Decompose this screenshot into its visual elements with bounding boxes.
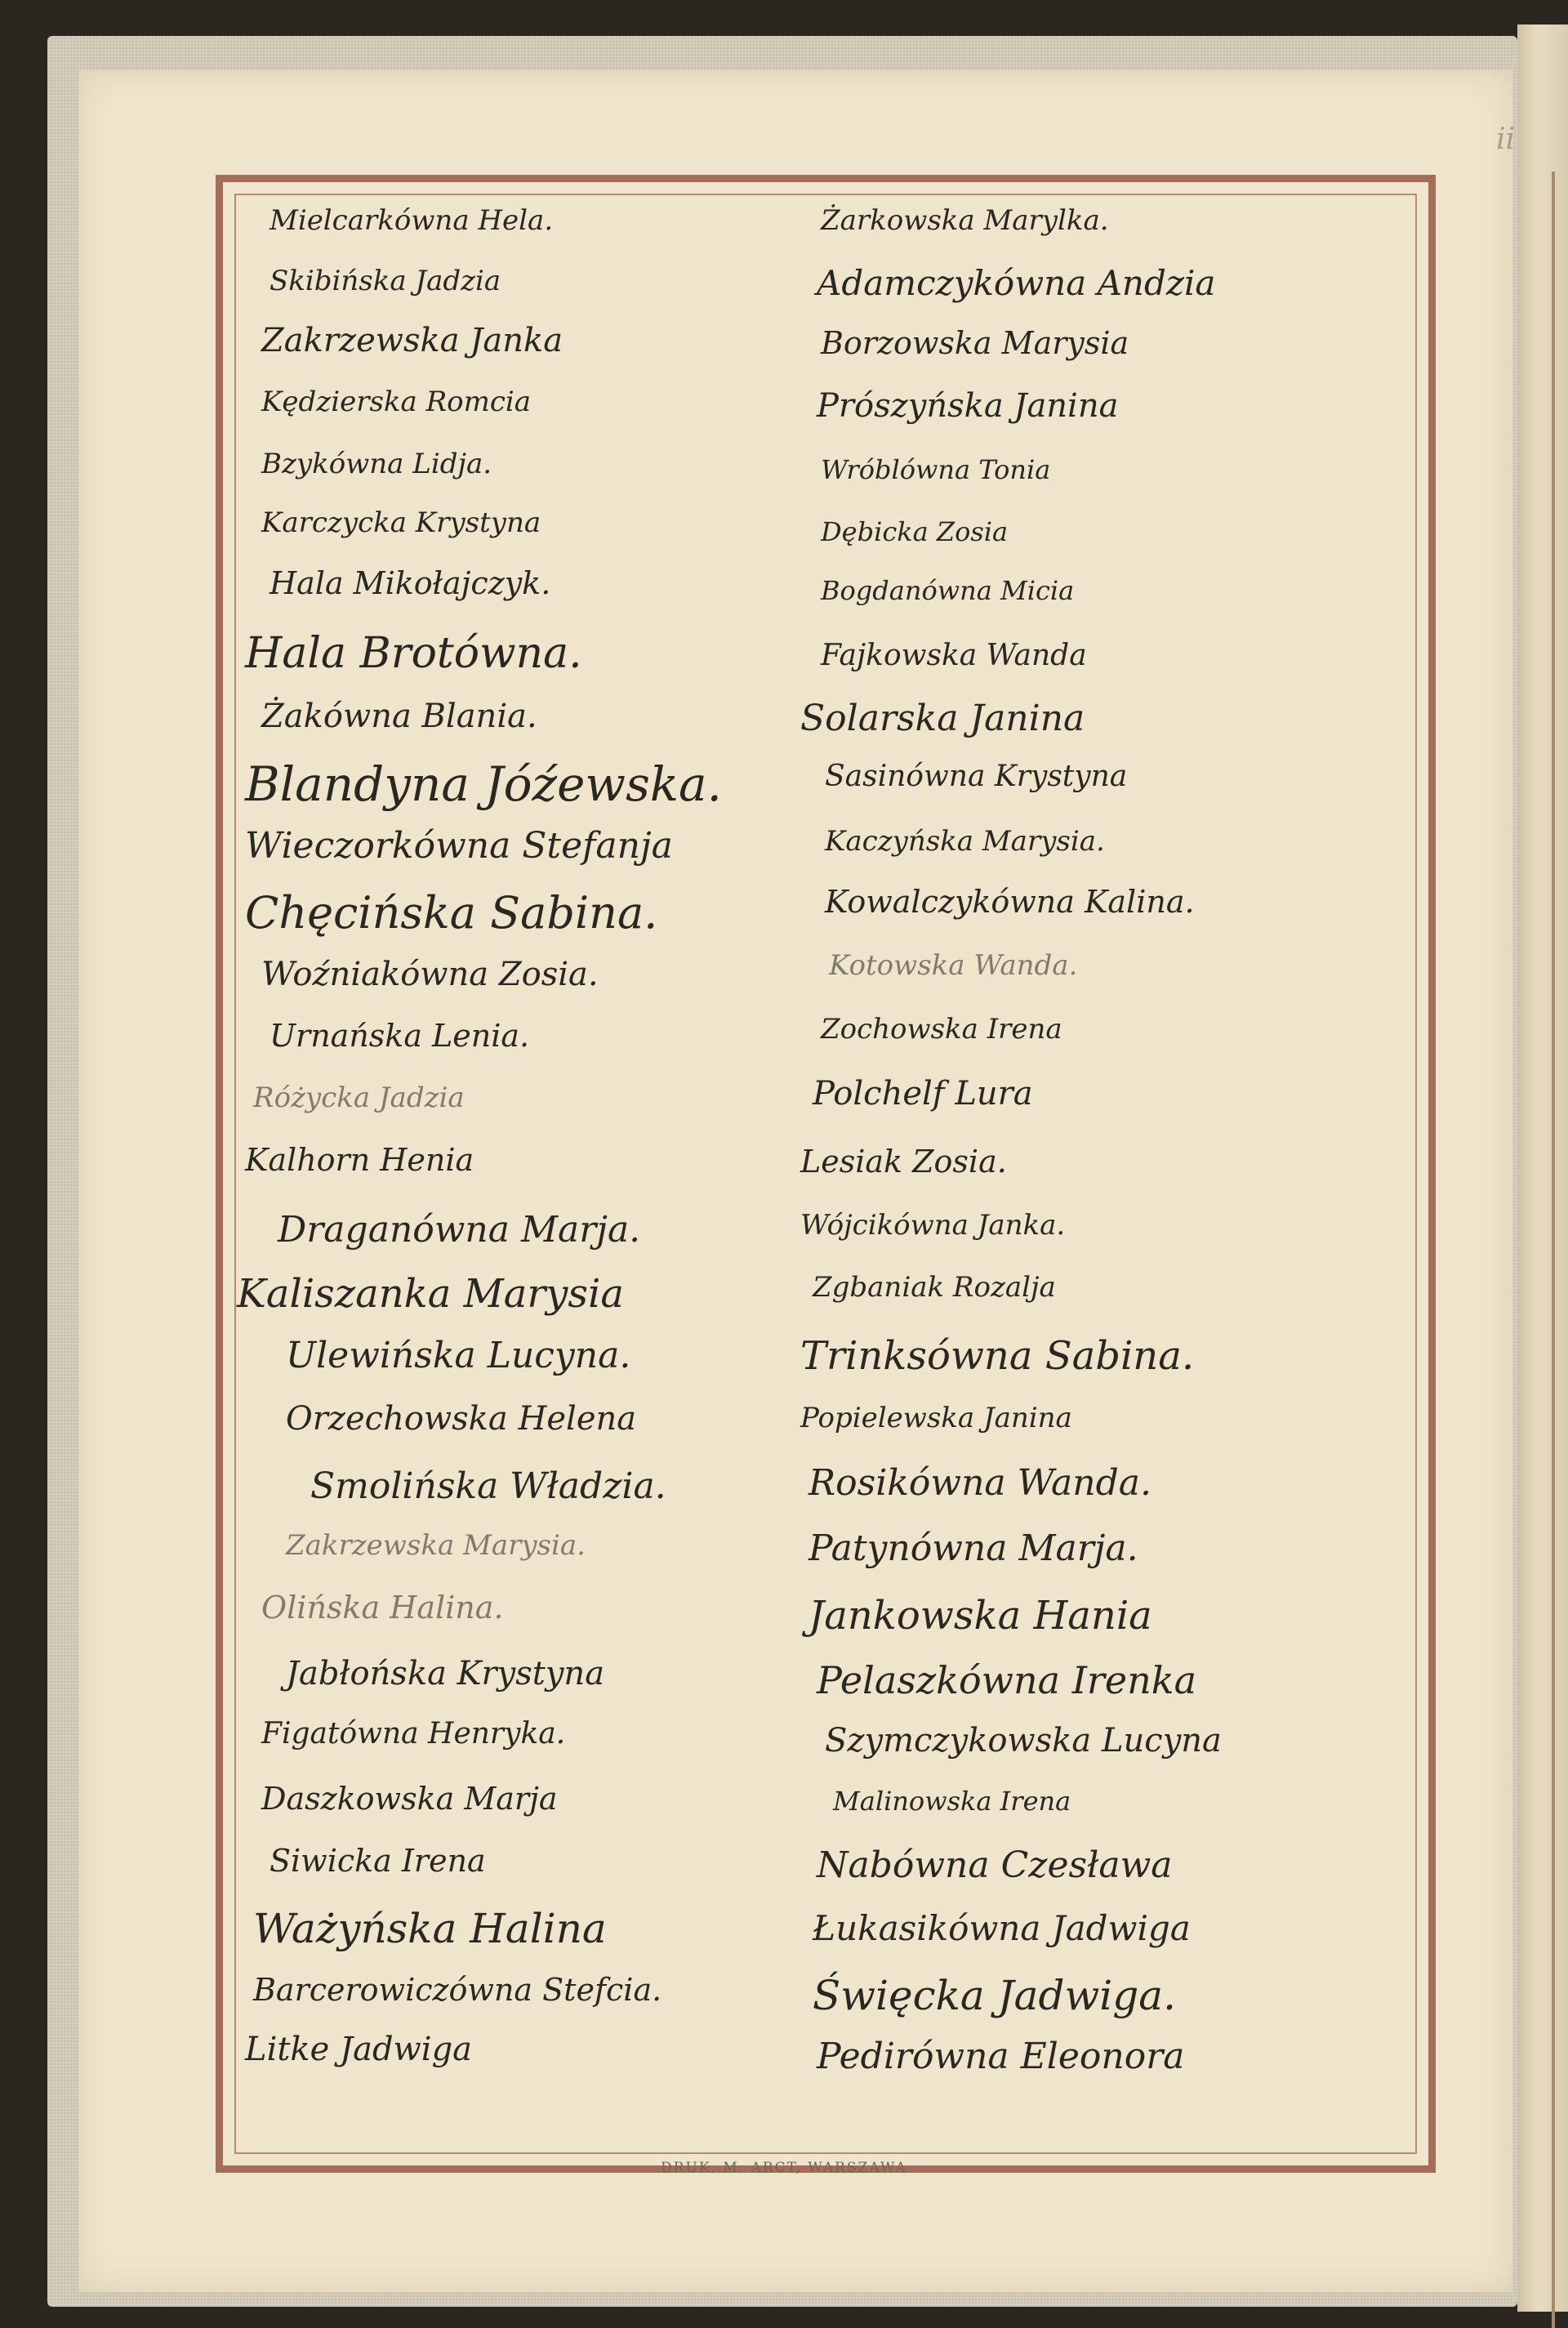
signature-entry: Kowalczykówna Kalina.	[825, 884, 1195, 920]
signature-entry: Urnańska Lenia.	[270, 1018, 530, 1054]
signature-entry: Święcka Jadwiga.	[813, 1972, 1176, 2019]
signature-entry: Żakówna Blania.	[261, 698, 537, 735]
signature-entry: Siwicka Irena	[270, 1843, 486, 1879]
signature-entry: Kaliszanka Marysia	[237, 1271, 625, 1317]
signature-entry: Lesiak Zosia.	[800, 1144, 1007, 1180]
signature-entry: Bzykówna Lidja.	[261, 448, 492, 480]
signature-entry: Jankowska Hania	[808, 1593, 1152, 1639]
signature-entry: Karczycka Krystyna	[261, 506, 541, 539]
signature-entry: Wieczorkówna Stefanja	[245, 825, 673, 867]
adjacent-page-frame	[1552, 172, 1568, 2328]
signature-entry: Żarkowska Marylka.	[821, 204, 1109, 237]
signature-entry: Daszkowska Marja	[261, 1781, 558, 1817]
signature-entry: Malinowska Irena	[833, 1786, 1071, 1817]
signature-entry: Mielcarkówna Hela.	[270, 204, 554, 237]
signature-entry: Kędzierska Romcia	[261, 386, 532, 418]
signature-entry: Dębicka Zosia	[821, 516, 1009, 547]
signature-entry: Jabłońska Krystyna	[286, 1655, 605, 1692]
signature-entry: Draganówna Marja.	[278, 1209, 641, 1251]
signature-entry: Borzowska Marysia	[821, 325, 1129, 361]
signature-entry: Orzechowska Helena	[286, 1400, 637, 1438]
signature-entry: Olińska Halina.	[261, 1590, 504, 1626]
signature-entry: Zgbaniak Rozalja	[813, 1271, 1056, 1304]
printer-imprint: DRUK. M. ARCT, WARSZAWA	[661, 2160, 907, 2176]
signature-entry: Wójcikówna Janka.	[800, 1209, 1066, 1242]
signature-entry: Sasinówna Krystyna	[825, 760, 1128, 793]
signature-entry: Skibińska Jadzia	[270, 265, 501, 297]
signature-entry: Woźniakówna Zosia.	[261, 956, 599, 993]
page-margin-mark: ii	[1496, 123, 1516, 156]
signature-entry: Kalhorn Henia	[245, 1142, 474, 1178]
signature-entry: Zakrzewska Marysia.	[286, 1529, 586, 1562]
signature-entry: Fajkowska Wanda	[821, 639, 1087, 672]
signature-entry: Kotowska Wanda.	[829, 949, 1078, 982]
signature-entry: Ważyńska Halina	[253, 1905, 607, 1952]
signature-entry: Różycka Jadzia	[253, 1081, 465, 1114]
signature-entry: Popielewska Janina	[800, 1402, 1072, 1434]
signature-entry: Blandyna Jóźewska.	[245, 756, 722, 812]
signature-entry: Nabówna Czesława	[817, 1844, 1173, 1886]
signature-entry: Patynówna Marja.	[808, 1527, 1138, 1569]
signature-entry: Adamczykówna Andzia	[817, 263, 1216, 303]
signature-entry: Łukasikówna Jadwiga	[813, 1908, 1191, 1948]
signature-entry: Kaczyńska Marysia.	[825, 825, 1105, 858]
signature-entry: Hala Mikołajczyk.	[270, 565, 551, 601]
signature-entry: Szymczykowska Lucyna	[825, 1722, 1222, 1759]
signature-entry: Bogdanówna Micia	[821, 575, 1075, 606]
signature-entry: Figatówna Henryka.	[261, 1717, 566, 1750]
signature-entry: Prószyńska Janina	[817, 387, 1119, 425]
signature-entry: Hala Brotówna.	[245, 629, 582, 678]
signature-entry: Smolińska Władzia.	[310, 1465, 666, 1507]
signature-entry: Zakrzewska Janka	[261, 322, 564, 359]
signature-entry: Rosikówna Wanda.	[808, 1462, 1152, 1504]
signature-entry: Zochowska Irena	[821, 1013, 1062, 1046]
signature-entry: Ulewińska Lucyna.	[286, 1335, 631, 1376]
signature-entry: Pelaszkówna Irenka	[817, 1658, 1197, 1702]
signature-entry: Polchelf Lura	[813, 1075, 1033, 1113]
signature-entry: Wróblówna Tonia	[821, 454, 1051, 485]
signature-entry: Pedirówna Eleonora	[817, 2036, 1185, 2077]
signature-entry: Trinksówna Sabina.	[800, 1333, 1195, 1379]
signature-entry: Litke Jadwiga	[245, 2031, 473, 2068]
signature-entry: Chęcińska Sabina.	[245, 887, 658, 939]
signature-entry: Barcerowiczówna Stefcia.	[253, 1972, 662, 2008]
signature-entry: Solarska Janina	[800, 698, 1085, 739]
